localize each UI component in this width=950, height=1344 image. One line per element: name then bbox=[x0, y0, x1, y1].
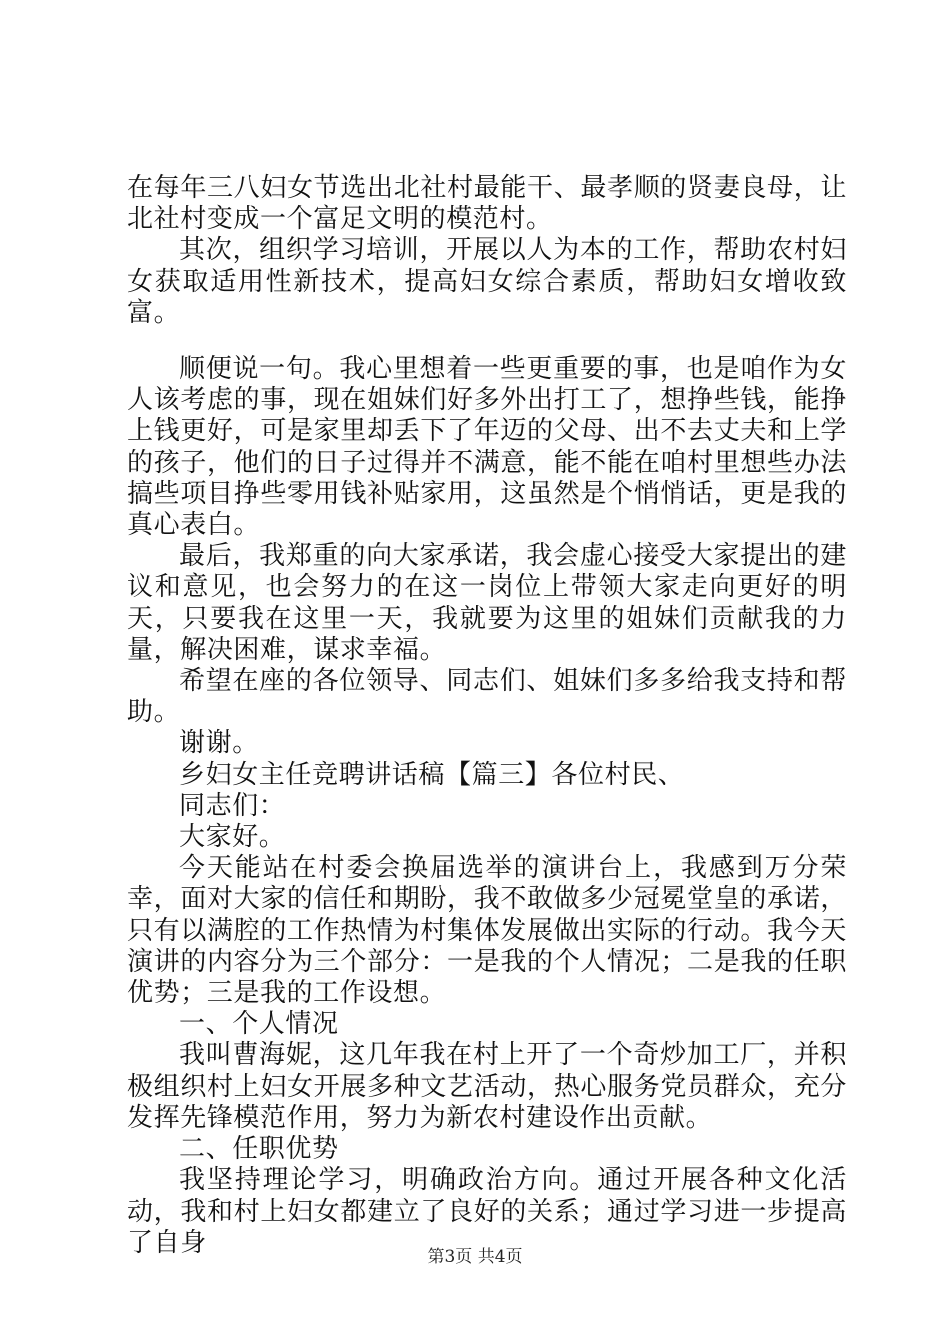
document-body bbox=[127, 173, 847, 1259]
paragraph: 其次，组织学习培训，开展以人为本的工作，帮助农村妇女获取适用性新技术，提高妇女综合素质，帮助妇女增收致富。 bbox=[127, 235, 847, 328]
paragraph: 谢谢。 bbox=[179, 728, 259, 759]
paragraph: 我坚持理论学习，明确政治方向。通过开展各种文化活动，我和村上妇女都建立了良好的关系；通过学习进一步提高了自身 bbox=[127, 1165, 847, 1258]
paragraph: 顺便说一句。我心里想着一些更重要的事，也是咱作为女人该考虑的事，现在姐妹们好多外出打工了，想挣些钱，能挣上钱更好，可是家里却丢下了年迈的父母、出不去丈夫和上学的孩子，他们的日子过得并不满意，能不能在咱村里想些办法搞些项目挣些零用钱补贴家用，这虽然是个悄悄话，更是我的真心表白。 bbox=[127, 354, 847, 541]
paragraph: 希望在座的各位领导、同志们、姐妹们多多给我支持和帮助。 bbox=[127, 666, 847, 728]
paragraph: 大家好。 bbox=[179, 822, 286, 853]
section-heading: 一、个人情况 bbox=[179, 1009, 339, 1040]
paragraph: 同志们： bbox=[179, 790, 286, 821]
paragraph: 在每年三八妇女节选出北社村最能干、最孝顺的贤妻良母，让北社村变成一个富足文明的模范村。 bbox=[127, 173, 847, 235]
section-heading: 二、任职优势 bbox=[179, 1134, 339, 1165]
paragraph: 我叫曹海妮，这几年我在村上开了一个奇炒加工厂，并积极组织村上妇女开展多种文艺活动，热心服务党员群众，充分发挥先锋模范作用，努力为新农村建设作出贡献。 bbox=[127, 1040, 847, 1133]
paragraph: 最后，我郑重的向大家承诺，我会虚心接受大家提出的建议和意见，也会努力的在这一岗位上带领大家走向更好的明天，只要我在这里一天，我就要为这里的姐妹们贡献我的力量，解决困难，谋求幸福。 bbox=[127, 541, 847, 665]
paragraph: 今天能站在村委会换届选举的演讲台上，我感到万分荣幸，面对大家的信任和期盼，我不敢做多少冠冕堂皇的承诺，只有以满腔的工作热情为村集体发展做出实际的行动。我今天演讲的内容分为三个部分：一是我的个人情况；二是我的任职优势；三是我的工作设想。 bbox=[127, 853, 847, 1009]
page-number-footer: 第3页 共4页 bbox=[427, 1247, 523, 1267]
section-heading: 乡妇女主任竞聘讲话稿【篇三】各位村民、 bbox=[179, 759, 685, 790]
